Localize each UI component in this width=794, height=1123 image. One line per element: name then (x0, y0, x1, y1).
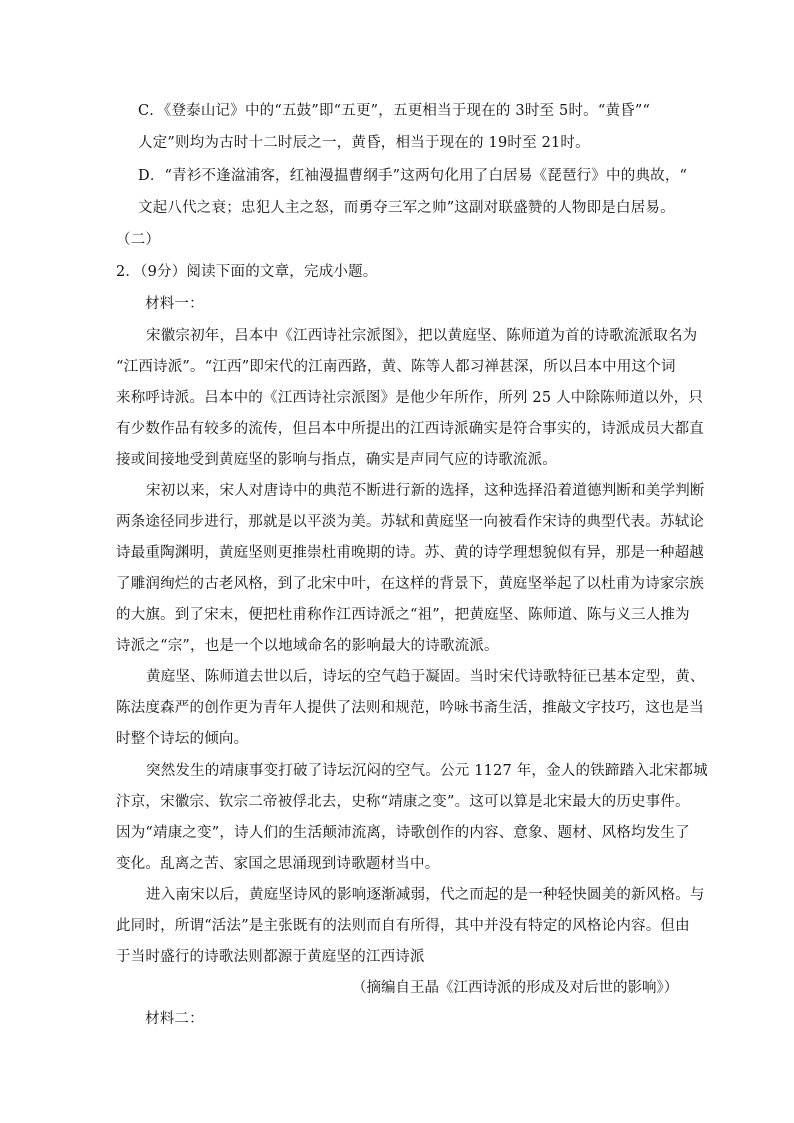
paragraph-line: 突然发生的靖康事变打破了诗坛沉闷的空气。公元 1127 年，金人的铁蹄踏入北宋都城 (146, 763, 708, 779)
paragraph-line: 了雕润绚烂的古老风格，到了北宋中叶，在这样的背景下，黄庭坚举起了以杜甫为诗家宗族 (116, 576, 704, 592)
paragraph-line: 此同时，所谓“活法”是主张既有的法则而自有所得，其中并没有特定的风格论内容。但由 (116, 918, 690, 934)
option-c-line-1: C．《登泰山记》中的“五鼓”即“五更”，五更相当于现在的 3时至 5时。“黄昏”“ (138, 103, 651, 119)
paragraph-line: 汴京，宋徽宗、钦宗二帝被俘北去，史称“靖康之变”。这可以算是北宋最大的历史事件。 (116, 794, 690, 810)
paragraph-line: 时整个诗坛的倾向。 (116, 731, 249, 747)
option-c-line-2: 人定”则均为古时十二时辰之一，黄昏，相当于现在的 19时至 21时。 (138, 135, 590, 151)
paragraph-line: 于当时盛行的诗歌法则都源于黄庭坚的江西诗派 (116, 949, 425, 965)
paragraph-line: 诗最重陶渊明，黄庭坚则更推崇杜甫晚期的诗。苏、黄的诗学理想貌似有异，那是一种超越 (116, 545, 704, 561)
paragraph-line: 变化。乱离之苦、家国之思涌现到诗歌题材当中。 (116, 856, 440, 872)
material2-label: 材料二： (145, 1011, 204, 1027)
paragraph-line: 接或间接地受到黄庭坚的影响与指点，确实是声同气应的诗歌流派。 (116, 452, 557, 468)
paragraph-line: 来称呼诗派。吕本中的《江西诗社宗派图》是他少年所作，所列 25 人中除陈师道以外，只 (116, 390, 704, 406)
paragraph-line: 因为“靖康之变”，诗人们的生活颠沛流离，诗歌创作的内容、意象、题材、风格均发生了 (116, 825, 690, 841)
paragraph-line: 诗派之“宗”，也是一个以地域命名的影响最大的诗歌流派。 (116, 638, 499, 654)
question-header: 2．（9分）阅读下面的文章，完成小题。 (116, 264, 378, 280)
paragraph-line: 进入南宋以后，黄庭坚诗风的影响逐渐减弱，代之而起的是一种轻快圆美的新风格。与 (146, 887, 705, 903)
paragraph-line: 的大旗。到了宋末，便把杜甫称作江西诗派之“祖”，把黄庭坚、陈师道、陈与义三人推为 (116, 607, 690, 623)
paragraph-line: 陈法度森严的创作更为青年人提供了法则和规范，吟咏书斋生活，推敲文字技巧，这也是当 (116, 700, 704, 716)
material1-label: 材料一： (145, 296, 204, 312)
paragraph-line: 宋初以来，宋人对唐诗中的典范不断进行新的选择，这种选择沿着道德判断和美学判断 (146, 483, 705, 499)
source-citation: （摘编自王晶《江西诗派的形成及对后世的影响》） (352, 980, 679, 996)
paragraph-line: 有少数作品有较多的流传，但吕本中所提出的江西诗派确实是符合事实的，诗派成员大都直 (116, 421, 704, 437)
paragraph-line: 宋徽宗初年，吕本中《江西诗社宗派图》，把以黄庭坚、陈师道为首的诗歌流派取名为 (146, 328, 698, 344)
option-d-line-1: D．“青衫不逢湓浦客，红袖漫揾曹纲手”这两句化用了白居易《琵琶行》中的典故，“ (138, 168, 688, 184)
section-label: （二） (116, 232, 161, 248)
paragraph-line: 黄庭坚、陈师道去世以后，诗坛的空气趋于凝固。当时宋代诗歌特征已基本定型，黄、 (146, 669, 705, 685)
option-d-line-2: 文起八代之衰；忠犯人主之怒，而勇夺三军之帅”这副对联盛赞的人物即是白居易。 (138, 200, 675, 216)
paragraph-line: “江西诗派”。“江西”即宋代的江南西路，黄、陈等人都习禅甚深，所以吕本中用这个词 (116, 359, 676, 375)
paragraph-line: 两条途径同步进行，那就是以平淡为美。苏轼和黄庭坚一向被看作宋诗的典型代表。苏轼论 (116, 514, 704, 530)
